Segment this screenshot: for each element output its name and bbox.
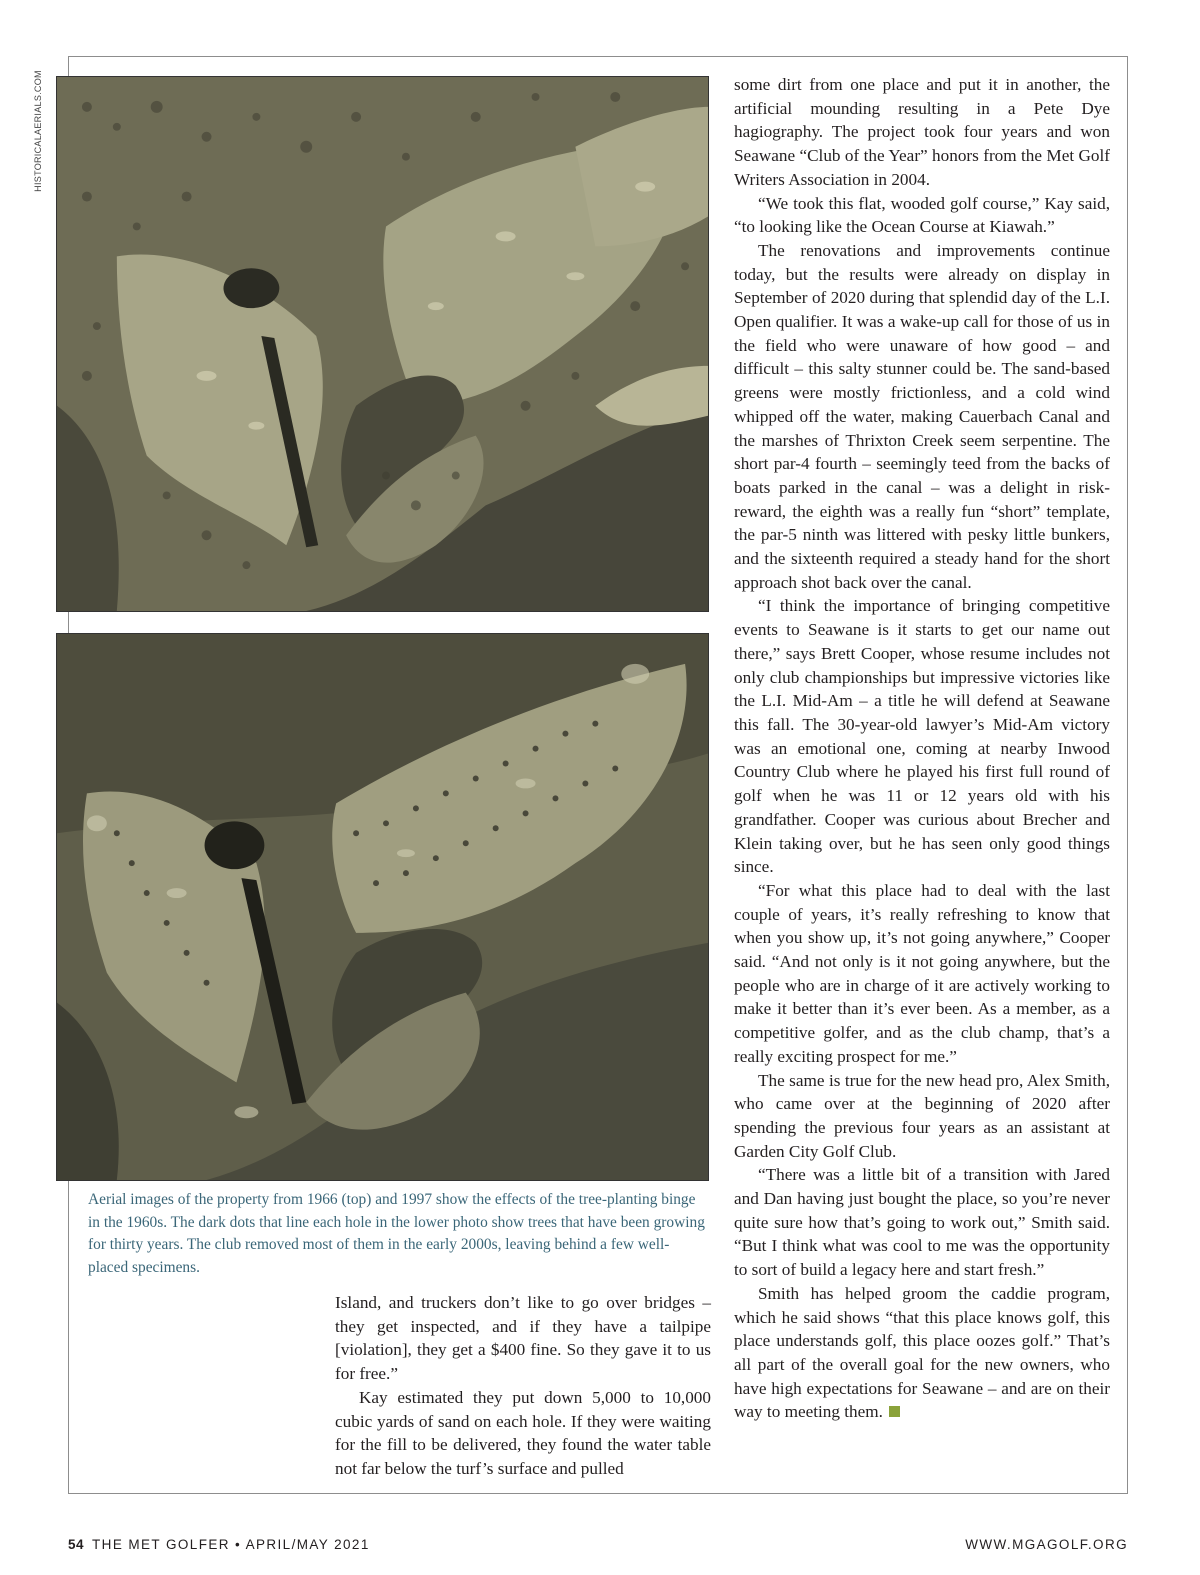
photo-credit: HISTORICALAERIALS.COM [33,70,43,192]
paragraph: The same is true for the new head pro, Alex Smith, who came over at the beginning of 2020 after spending the previous four years as an assistant at Garden City Golf Club. [734,1070,1110,1161]
paragraph: some dirt from one place and put it in another, the artificial mounding resulting in a Pete Dye hagiography. The project took four years and won Seawane “Club of the Year” honors from the Met Golf Writers Association in 2004. [734,75,1110,189]
paragraph: “I think the importance of bringing competitive events to Seawane is it starts to get our name out there,” says Brett Cooper, whose resume includes not only club championships but impressive victories like the L.I. Mid-Am – a title he will defend at Seawane this fall. The 30-year-old lawyer’s Mid-Am victory was an emotional one, coming at nearby Inwood Country Club where he played his first full round of golf when he was 11 or 12 years old with his grandfather. Cooper was curious about Brecher and Klein taking over, but he has seen only good things since. [734,596,1110,877]
paragraph: “There was a little bit of a transition with Jared and Dan having just bought the place, so you’re never quite sure how that’s going to work out,” Smith said. “But I think what was cool to me was the opportunity to sort of build a legacy here and start fresh.” [734,1165,1110,1280]
page-number: 54 [68,1537,85,1552]
paragraph-text: Smith has helped groom the caddie program, which he said shows “that this place knows golf, this place understands golf, this place oozes golf.” That’s all part of the overall goal for the new owners, who have high expectations for Seawane – and are on their way to meeting them. [734,1283,1110,1422]
footer-website: WWW.MGAGOLF.ORG [965,1537,1128,1552]
aerial-photo-1966 [56,76,709,612]
footer-folio [68,1537,370,1552]
paragraph: Island, and truckers don’t like to go over bridges – they get inspected, and if they have a tailpipe [violation], they get a $400 fine. So they gave it to us for free.” [335,1293,711,1384]
aerial-image-1997 [57,634,708,1180]
right-text-column [734,73,1110,1424]
paragraph: Kay estimated they put down 5,000 to 10,000 cubic yards of sand on each hole. If they were waiting for the fill to be delivered, they found the water table not far below the turf’s surface and pulled [335,1387,711,1478]
aerial-image-1966 [57,77,708,611]
left-text-column [335,1291,711,1481]
end-mark-icon [889,1406,900,1417]
aerial-photo-1997 [56,633,709,1181]
paragraph: “We took this flat, wooded golf course,” Kay said, “to looking like the Ocean Course at Kiawah.” [734,193,1110,237]
photo-caption: Aerial images of the property from 1966 (top) and 1997 show the effects of the tree-planting binge in the 1960s. The dark dots that line each hole in the lower photo show trees that have been growing for thirty years. The club removed most of them in the early 2000s, leaving behind a few well-placed specimens. [88,1191,705,1276]
last-paragraph [734,1282,1110,1424]
publication-line: THE MET GOLFER • APRIL/MAY 2021 [92,1537,370,1552]
paragraph: The renovations and improvements continue today, but the results were already on display in September of 2020 during that splendid day of the L.I. Open qualifier. It was a wake-up call for those of us in the field who were unaware of how good – and difficult – this salty stunner could be. The sand-based greens were mostly frictionless, and a cold wind whipped off the water, making Cauerbach Canal and the marshes of Thrixton Creek seem serpentine. The short par-4 fourth – seemingly teed from the backs of boats parked in the canal – was a delight in risk-reward, the eighth was a really fun “short” template, the par-5 ninth was littered with pesky little bunkers, and the sixteenth required a steady hand for the short approach shot back over the canal. [734,240,1110,592]
paragraph: “For what this place had to deal with the last couple of years, it’s really refreshing to know that when you show up, it’s not going anywhere,” Cooper said. “And not only is it not going anywhere, but the people who are in charge of it are actively working to make it better than it’s ever been. As a member, as a competitive golfer, and as the club champ, that’s a really exciting prospect for me.” [734,880,1110,1066]
